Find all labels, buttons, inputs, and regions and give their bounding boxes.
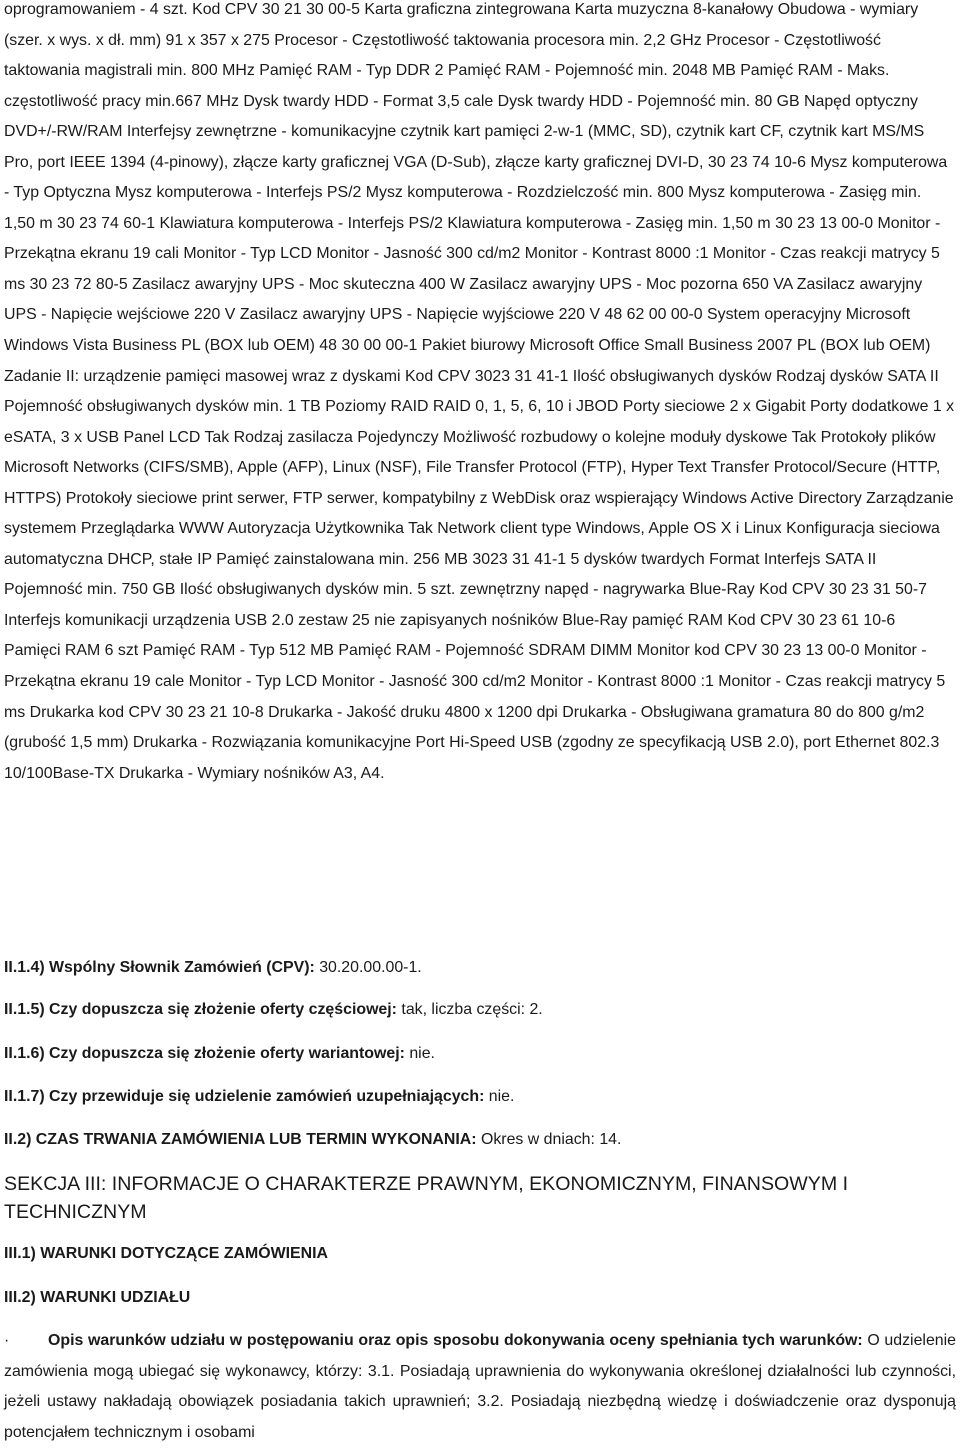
- field-variant-offer: [4, 1043, 435, 1065]
- field-variant-offer-label: II.1.6) Czy dopuszcza się złożenie oferty wariantowej:: [4, 1045, 405, 1062]
- bullet-marker: ·: [4, 1332, 10, 1349]
- field-variant-offer-value: nie.: [404, 1045, 435, 1062]
- participation-conditions-description: [4, 1326, 956, 1448]
- field-supplementary-orders: [4, 1086, 514, 1108]
- field-partial-offer-label: II.1.5) Czy dopuszcza się złożenie oferty częściowej:: [4, 1001, 397, 1018]
- field-partial-offer: [4, 999, 543, 1021]
- field-cpv: [4, 957, 422, 979]
- subsection-participation-conditions: III.2) WARUNKI UDZIAŁU: [4, 1289, 191, 1306]
- field-duration-label: II.2) CZAS TRWANIA ZAMÓWIENIA LUB TERMIN WYKONANIA:: [4, 1131, 477, 1148]
- section-heading: SEKCJA III: INFORMACJE O CHARAKTERZE PRAWNYM, EKONOMICZNYM, FINANSOWYM I TECHNICZNYM: [4, 1173, 849, 1223]
- field-supplementary-orders-label: II.1.7) Czy przewiduje się udzielenie zamówień uzupełniających:: [4, 1088, 485, 1105]
- field-duration-value: Okres w dniach: 14.: [476, 1131, 622, 1148]
- field-cpv-value: 30.20.00.00-1.: [314, 959, 422, 976]
- bullet-label: Opis warunków udziału w postępowaniu oraz opis sposobu dokonywania oceny spełniania tych warunków:: [48, 1332, 863, 1349]
- field-supplementary-orders-value: nie.: [484, 1088, 515, 1105]
- field-duration: [4, 1129, 621, 1151]
- specification-paragraph: oprogramowaniem - 4 szt. Kod CPV 30 21 30 00-5 Karta graficzna zintegrowana Karta muzyczna 8-kanałowy Obudowa - wymiary (szer. x wys. x dł. mm) 91 x 357 x 275 Procesor - Częstotliwość taktowania procesora min. 2,2 GHz Procesor - Częstotliwość taktowania magistrali min. 800 MHz Pamięć RAM - Typ DDR 2 Pamięć RAM - Pojemność min. 2048 MB Pamięć RAM - Maks. częstotliwość pracy min.667 MHz Dysk twardy HDD - Format 3,5 cale Dysk twardy HDD - Pojemność min. 80 GB Napęd optyczny DVD+/-RW/RAM Interfejsy zewnętrzne - komunikacyjne czytnik kart pamięci 2-w-1 (MMC, SD), czytnik kart CF, czytnik kart MS/MS Pro, port IEEE 1394 (4-pinowy), złącze karty graficznej VGA (D-Sub), złącze karty graficznej DVI-D, 30 23 74 10-6 Mysz komputerowa - Typ Optyczna Mysz komputerowa - Interfejs PS/2 Mysz komputerowa - Rozdzielczość min. 800 Mysz komputerowa - Zasięg min. 1,50 m 30 23 74 60-1 Klawiatura komputerowa - Interfejs PS/2 Klawiatura komputerowa - Zasięg min. 1,50 m 30 23 13 00-0 Monitor - Przekątna ekranu 19 cali Monitor - Typ LCD Monitor - Jasność 300 cd/m2 Monitor - Kontrast 8000 :1 Monitor - Czas reakcji matrycy 5 ms 30 23 72 80-5 Zasilacz awaryjny UPS - Moc skuteczna 400 W Zasilacz awaryjny UPS - Moc pozorna 650 VA Zasilacz awaryjny UPS - Napięcie wejściowe 220 V Zasilacz awaryjny UPS - Napięcie wyjściowe 220 V 48 62 00 00-0 System operacyjny Microsoft Windows Vista Business PL (BOX lub OEM) 48 30 00 00-1 Pakiet biurowy Microsoft Office Small Business 2007 PL (BOX lub OEM) Zadanie II: urządzenie pamięci masowej wraz z dyskami Kod CPV 3023 31 41-1 Ilość obsługiwanych dysków Rodzaj dysków SATA II Pojemność obsługiwanych dysków min. 1 TB Poziomy RAID RAID 0, 1, 5, 6, 10 i JBOD Porty sieciowe 2 x Gigabit Porty dodatkowe 1 x eSATA, 3 x USB Panel LCD Tak Rodzaj zasilacza Pojedynczy Możliwość rozbudowy o kolejne moduły dyskowe Tak Protokoły plików Microsoft Networks (CIFS/SMB), Apple (AFP), Linux (NSF), File Transfer Protocol (FTP), Hyper Text Transfer Protocol/Secure (HTTP, HTTPS) Protokoły sieciowe print serwer, FTP serwer, kompatybilny z WebDisk oraz wspierający Windows Active Directory Zarządzanie systemem Przeglądarka WWW Autoryzacja Użytkownika Tak Network client type Windows, Apple OS X i Linux Konfiguracja sieciowa automatyczna DHCP, stałe IP Pamięć zainstalowana min. 256 MB 3023 31 41-1 5 dysków twardych Format Interfejs SATA II Pojemność min. 750 GB Ilość obsługiwanych dysków min. 5 szt. zewnętrzny napęd - nagrywarka Blue-Ray Kod CPV 30 23 31 50-7 Interfejs komunikacji urządzenia USB 2.0 zestaw 25 nie zapisyanych nośników Blue-Ray pamięć RAM Kod CPV 30 23 61 10-6 Pamięci RAM 6 szt Pamięć RAM - Typ 512 MB Pamięć RAM - Pojemność SDRAM DIMM Monitor kod CPV 30 23 13 00-0 Monitor - Przekątna ekranu 19 cale Monitor - Typ LCD Monitor - Jasność 300 cd/m2 Monitor - Kontrast 8000 :1 Monitor - Czas reakcji matrycy 5 ms Drukarka kod CPV 30 23 21 10-8 Drukarka - Jakość druku 4800 x 1200 dpi Drukarka - Obsługiwana gramatura 80 do 800 g/m2 (grubość 1,5 mm) Drukarka - Rozwiązania komunikacyjne Port Hi-Speed USB (zgodny ze specyfikacją USB 2.0), port Ethernet 802.3 10/100Base-TX Drukarka - Wymiary nośników A3, A4.: [4, 1, 955, 782]
- field-cpv-label: II.1.4) Wspólny Słownik Zamówień (CPV):: [4, 959, 315, 976]
- bullet-text: O udzielenie zamówienia mogą ubiegać się wykonawcy, którzy: 3.1. Posiadają uprawnienia do wykonywania określonej działalności lub czynności, jeżeli ustawy nakładają obowiązek posiadania takich uprawnień; 3.2. Posiadają niezbędną wiedzę i doświadczenie oraz dysponują potencjałem technicznym i osobami: [4, 1332, 956, 1441]
- subsection-order-conditions: III.1) WARUNKI DOTYCZĄCE ZAMÓWIENIA: [4, 1245, 328, 1262]
- field-partial-offer-value: tak, liczba części: 2.: [396, 1001, 543, 1018]
